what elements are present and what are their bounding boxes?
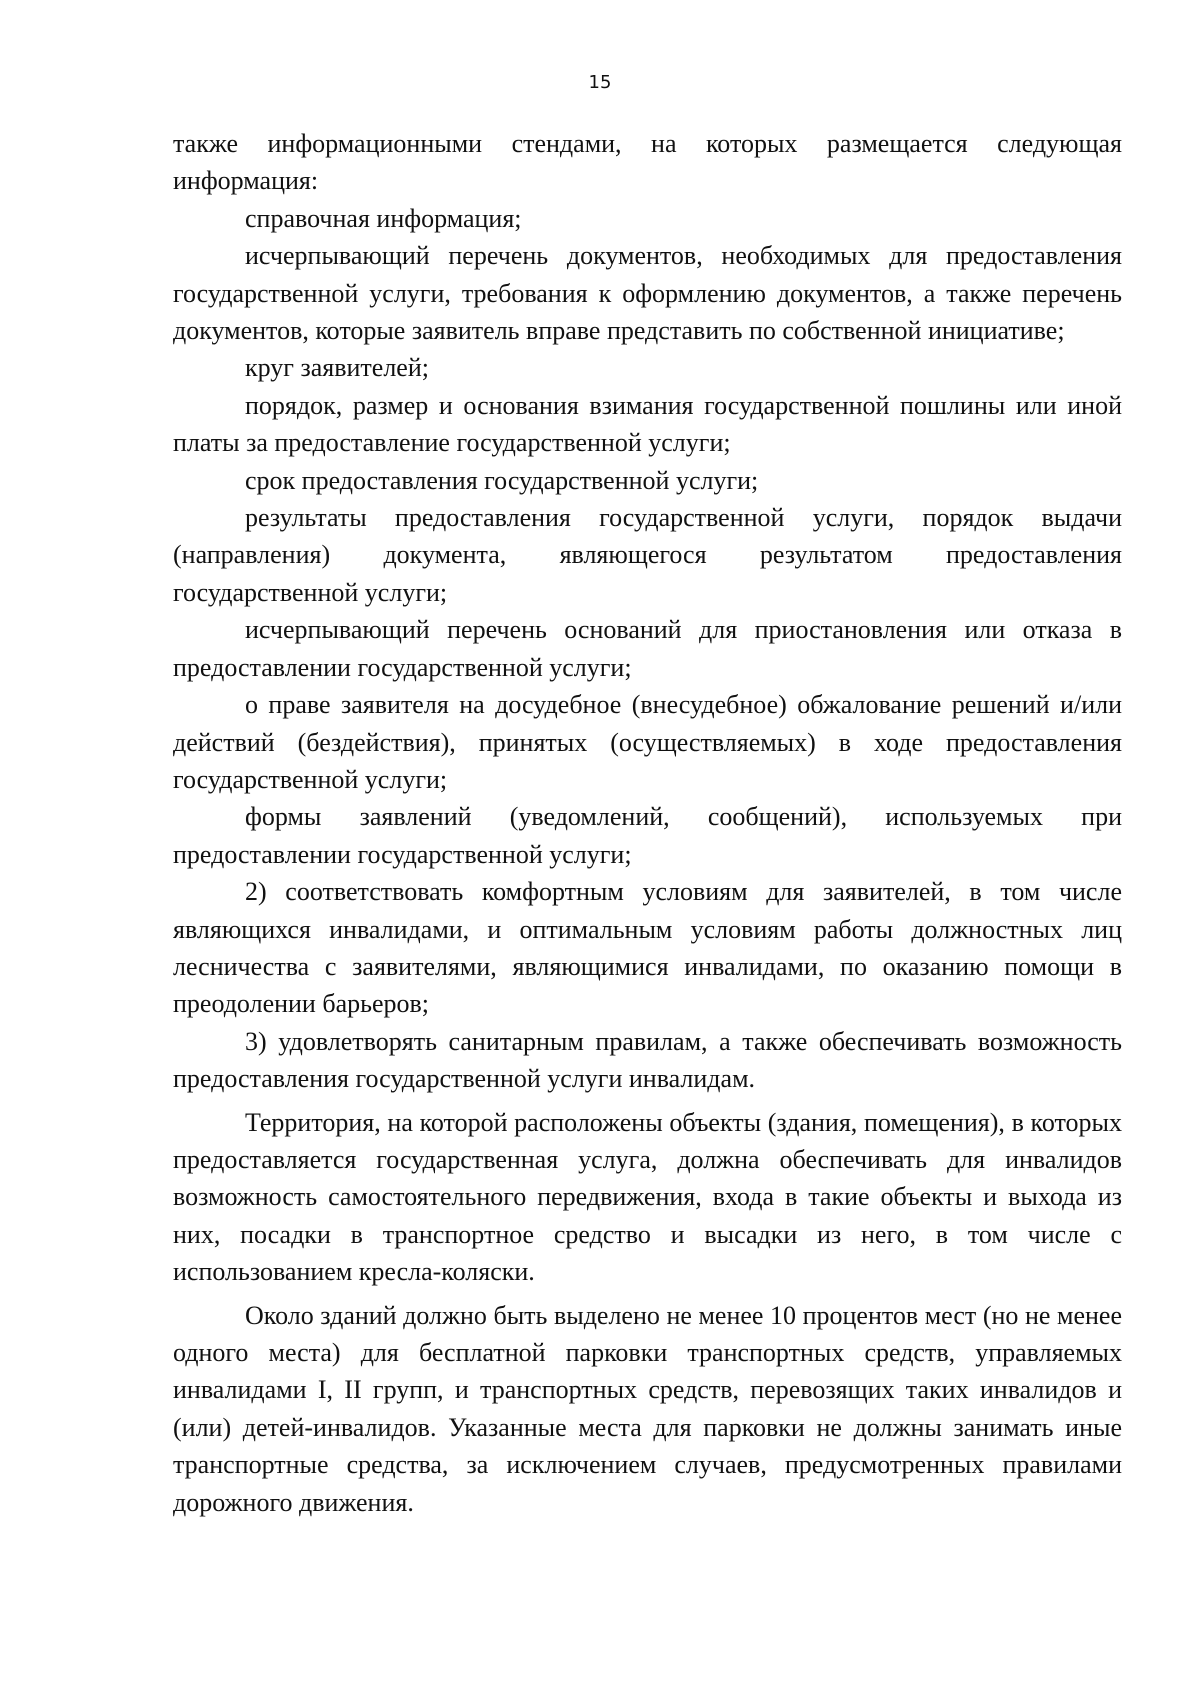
list-item-refusal-grounds: исчерпывающий перечень оснований для приостановления или отказа в предоставлении государственной услуги;: [173, 615, 1122, 682]
list-item-appeal-right: о праве заявителя на досудебное (внесудебное) обжалование решений и/или действий (бездействия), принятых (осуществляемых) в ходе предоставления государственной услуги;: [173, 690, 1122, 794]
paragraph-intro: также информационными стендами, на которых размещается следующая информация:: [173, 129, 1122, 196]
list-item-service-term: срок предоставления государственной услуги;: [245, 465, 759, 495]
paragraph-item-2: 2) соответствовать комфортным условиям для заявителей, в том числе являющихся инвалидами, и оптимальным условиям работы должностных лиц лесничества с заявителями, являющимися инвалидами, по оказанию помощи в преодолении барьеров;: [173, 877, 1122, 1019]
list-item-applicants: круг заявителей;: [245, 353, 429, 383]
list-item-service-results: результаты предоставления государственной услуги, порядок выдачи (направления) документа, являющегося результатом предоставления государственной услуги;: [173, 503, 1122, 607]
list-item-fee-procedure: порядок, размер и основания взимания государственной пошлины или иной платы за предоставление государственной услуги;: [173, 390, 1122, 458]
document-body: [173, 125, 1122, 1521]
page-number: 15: [588, 72, 612, 93]
list-item-application-forms: формы заявлений (уведомлений, сообщений), используемых при предоставлении государственной услуги;: [173, 802, 1122, 869]
paragraph-territory: Территория, на которой расположены объекты (здания, помещения), в которых предоставляется государственная услуга, должна обеспечивать для инвалидов возможность самостоятельного передвижения, входа в такие объекты и выхода из них, посадки в транспортное средство и высадки из него, в том числе с использованием кресла-коляски.: [173, 1107, 1122, 1287]
paragraph-item-3: 3) удовлетворять санитарным правилам, а также обеспечивать возможность предоставления государственной услуги инвалидам.: [173, 1026, 1122, 1094]
list-item-reference-info: справочная информация;: [245, 203, 522, 233]
list-item-documents-list: исчерпывающий перечень документов, необходимых для предоставления государственной услуги, требования к оформлению документов, а также перечень документов, которые заявитель вправе представить по собственной инициативе;: [173, 241, 1122, 346]
paragraph-parking: Около зданий должно быть выделено не менее 10 процентов мест (но не менее одного места) для бесплатной парковки транспортных средств, управляемых инвалидами I, II групп, и транспортных средств, перевозящих таких инвалидов и (или) детей-инвалидов. Указанные места для парковки не должны занимать иные транспортные средства, за исключением случаев, предусмотренных правилами дорожного движения.: [173, 1300, 1122, 1517]
